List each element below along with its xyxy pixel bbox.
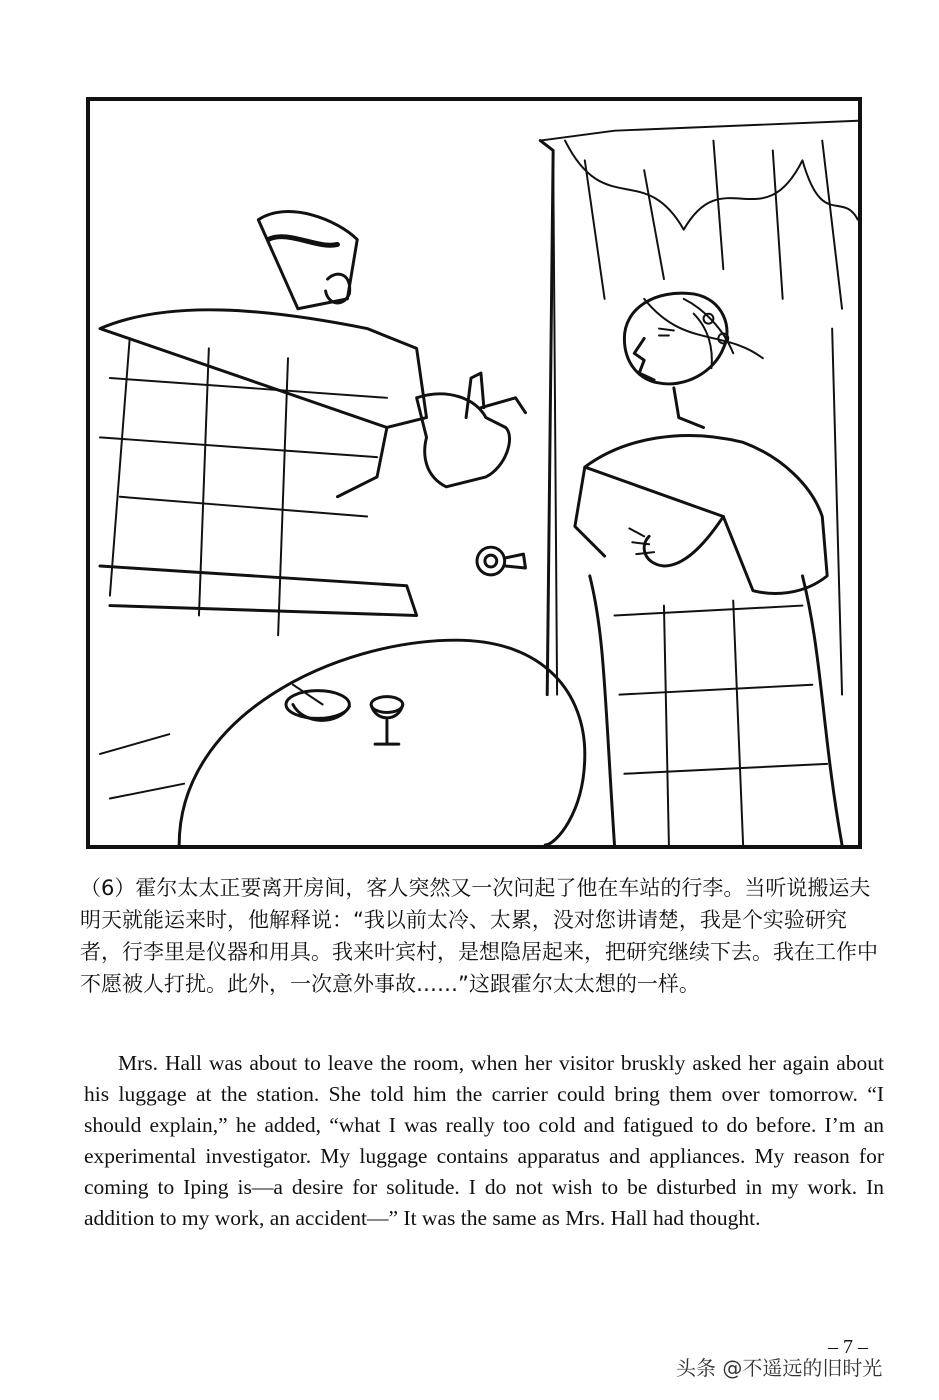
page-number: – 7 – (828, 1336, 868, 1358)
line-drawing-illustration (90, 101, 858, 845)
chinese-caption-text: （6）霍尔太太正要离开房间，客人突然又一次问起了他在车站的行李。当听说搬运夫明天就能运来时，他解释说：“我以前太冷、太累，没对您讲请楚，我是个实验研究者，行李里是仪器和用具。我来叶宾村，是想隐居起来，把研究继续下去。我在工作中不愿被人打扰。此外，一次意外事故……”这跟霍尔太太想的一样。 (80, 876, 878, 996)
english-caption-text: Mrs. Hall was about to leave the room, when her visitor bruskly asked her again about his luggage at the station. She told him the carrier could bring them over tomorrow. “I should explain,” he added, “what I was really too cold and fatigued to do before. I’m an experimental investigator. My luggage contains apparatus and appliances. My reason for coming to Iping is—a desire for solitude. I do not wish to be disturbed in my work. In addition to my work, an accident—” It was the same as Mrs. Hall had thought. (84, 1051, 884, 1230)
watermark: 头条 @不遥远的旧时光 (676, 1356, 883, 1380)
chinese-paragraph (80, 872, 880, 1000)
english-paragraph (84, 1048, 884, 1234)
illustration-frame (86, 97, 862, 849)
